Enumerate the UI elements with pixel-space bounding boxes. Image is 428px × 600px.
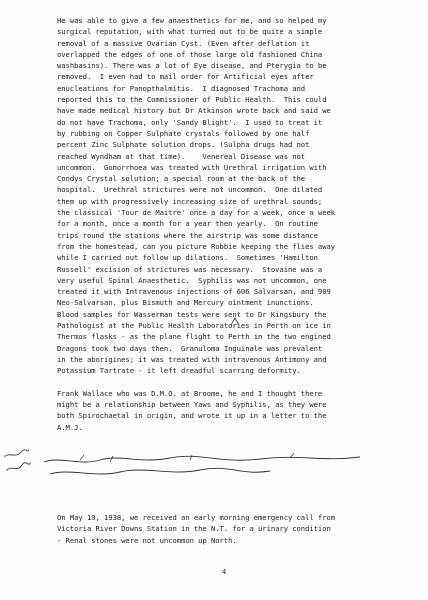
text-line: the classical 'Tour de Maitre' once a day for a week, once a week <box>57 208 336 218</box>
text-line: in the aborigines; it was treated with intravenous Antimony and <box>57 354 327 364</box>
text-line: from the homestead, can you picture Robbie keeping the flies away <box>57 241 336 251</box>
text-line: Blood samples for Wasserman tests were sent to Dr Kingsbury the <box>57 309 327 319</box>
text-line: washbasins). There was a lot of Eye disease, and Pterygia to be <box>57 61 327 71</box>
text-line: overlapped the edges of one of those large old fashioned China <box>57 49 323 59</box>
page-number: 4 <box>222 568 227 576</box>
text-line: for a month, once a month for a year then yearly. On routine <box>57 219 318 229</box>
handwritten-annotation <box>40 452 380 492</box>
text-line: removal of a massive Ovarian Cyst. (Even after deflation it <box>57 38 310 48</box>
text-line: reached Wyndham at that time). Venereal Disease was not <box>57 151 306 161</box>
margin-handwriting <box>0 445 37 488</box>
text-line: Pathologist at the Public Health Laboratories in Perth on ice in <box>57 321 331 331</box>
text-line: hospital. Urethral strictures were not uncommon. One dilated <box>57 185 323 195</box>
body-paragraphs <box>57 15 405 433</box>
text-line: Frank Wallace who was D.M.O. at Broome, he and I thought there <box>57 388 323 398</box>
text-line: treated it with Intravenous injections of 606 Salvarsan, and 909 <box>57 287 331 297</box>
text-line: Victoria River Downs Station in the N.T. for a urinary condition <box>57 524 331 534</box>
text-line: have made medical history but Dr Atkinson wrote back and said we <box>57 106 331 116</box>
text-line: them up with progressively increasing size of urethral sounds; <box>57 196 323 206</box>
text-line: might be a relationship between Yaws and Syphilis, as they were <box>57 400 327 410</box>
text-line: surgical reputation, with what turned out to be quite a simple <box>57 27 323 37</box>
text-line: enucleations for Panopthalmitis. I diagnosed Trachoma and <box>57 83 306 93</box>
text-line: trips round the stations where the airstrip was some distance <box>57 230 318 240</box>
text-line: reported this to the Commissioner of Public Health. This could <box>57 95 327 105</box>
text-line: percent Zinc Sulphate solution drops. (Sulpha drugs had not <box>57 140 310 150</box>
text-line: uncommon. Gonorrhoea was treated with Urethral irrigation with <box>57 162 327 172</box>
text-line: He was able to give a few anaesthetics for me, and so helped my <box>57 16 327 25</box>
closing-paragraph <box>57 512 405 546</box>
caret-mark <box>230 316 240 326</box>
text-line: removed. I even had to mail order for Artificial eyes after <box>57 72 314 82</box>
text-line: A.M.J. <box>57 422 83 432</box>
text-line: On May 19, 1938, we received an early morning emergency call from <box>57 513 336 522</box>
text-line: very useful Spinal Anaesthetic. Syphilis was not uncommon, one <box>57 275 327 285</box>
text-line: Condys Crystal solution; a special room at the back of the <box>57 174 306 184</box>
text-line: - Renal stones were not uncommon up North. <box>57 535 237 545</box>
text-line: while I carried out follow up dilations. Sometimes 'Hamilton <box>57 253 318 263</box>
text-line: Neo-Salvarsan, plus Bismuth and Mercury ointment inunctions. <box>57 298 314 308</box>
text-line: Thermos flasks - as the plane flight to Perth in the two engined <box>57 332 331 342</box>
text-line: both Spirochaetal in origin, and wrote it up in a letter to the <box>57 411 327 421</box>
text-line: Russell' excision of strictures was necessary. Stovaine was a <box>57 264 323 274</box>
text-line: Potassium Tartrate - it left dreadful scarring deformity. <box>57 366 301 376</box>
text-line: by rubbing on Copper Sulphate crystals followed by one half <box>57 128 310 138</box>
text-line: do not have Trachoma, only 'Sandy Blight'. I used to treat it <box>57 117 323 127</box>
text-line: Dragons took two days then. Granuloma Inguinale was prevalent <box>57 343 323 353</box>
